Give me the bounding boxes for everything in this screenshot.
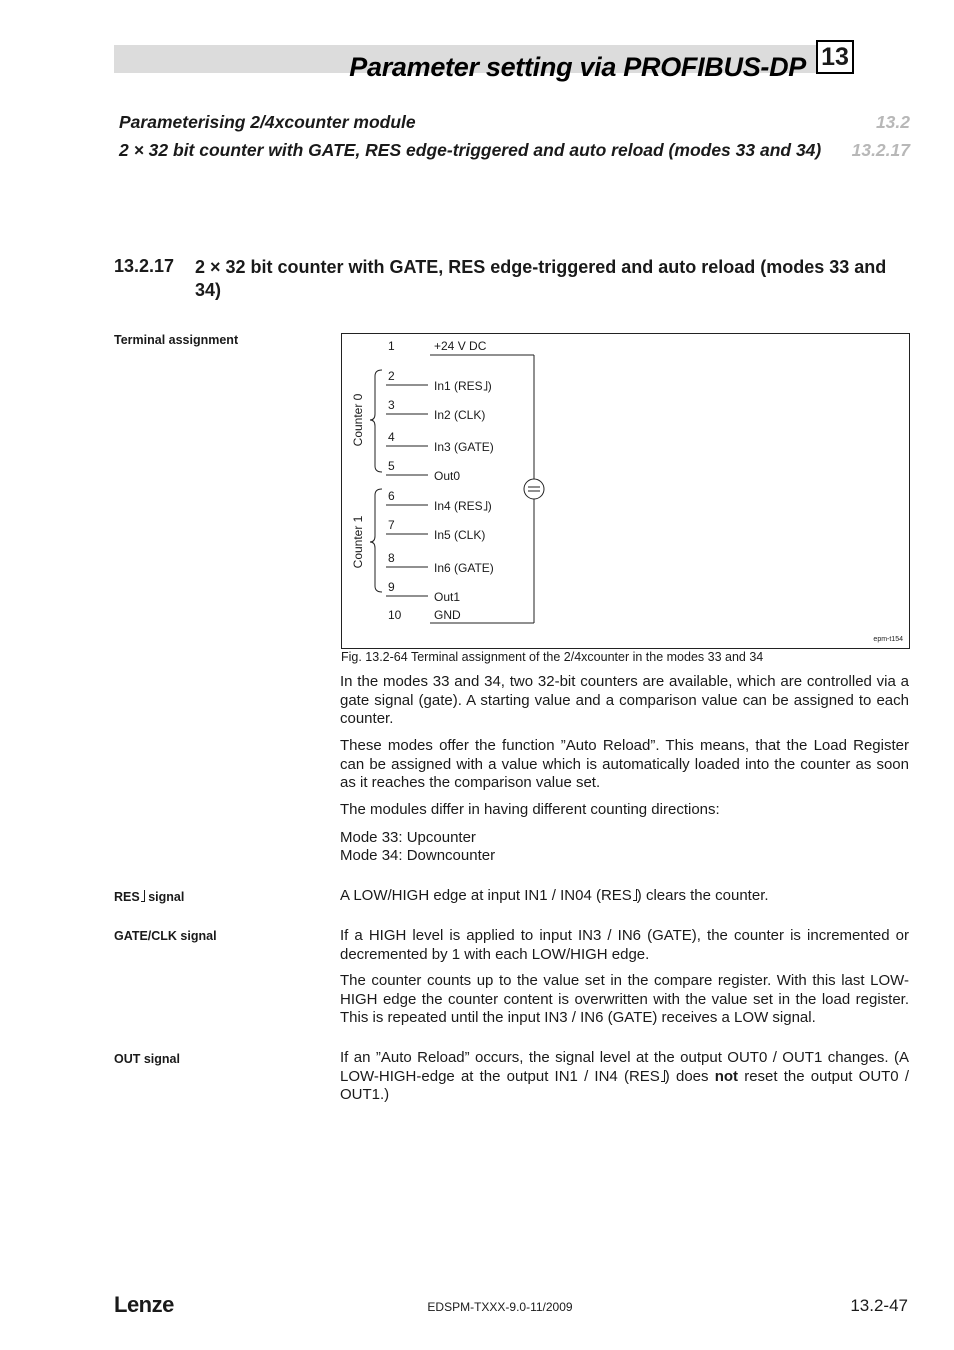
mode-33-line: Mode 33: Upcounter: [340, 829, 476, 846]
document-id: EDSPM-TXXX-9.0-11/2009: [427, 1300, 573, 1314]
page-number: 13.2-47: [850, 1296, 908, 1315]
terminal-diagram-svg: [342, 334, 909, 648]
terminal-label: In3 (GATE): [434, 440, 494, 454]
terminal-number: 7: [388, 518, 395, 532]
label-out-signal: OUT signal: [114, 1052, 180, 1066]
figure-caption: Fig. 13.2-64 Terminal assignment of the 2/4xcounter in the modes 33 and 34: [341, 650, 764, 664]
paragraph-auto-reload: These modes offer the function ”Auto Reload”. This means, that the Load Register can be assigned with a value which is automatically loaded into the counter as soon as it reaches the comparison value set.: [340, 737, 909, 791]
section-number: 13.2.17: [114, 256, 175, 276]
terminal-label: Out1: [434, 590, 461, 604]
page-title: Parameter setting via PROFIBUS-DP: [349, 52, 806, 82]
terminal-number: 2: [388, 369, 395, 383]
subtitle-section: 2 × 32 bit counter with GATE, RES edge-triggered and auto reload (modes 33 and 34): [119, 140, 822, 160]
terminal-label: +24 V DC: [434, 339, 487, 353]
terminal-label: GND: [434, 608, 461, 622]
ground-icon: [524, 479, 544, 499]
terminal-label: In1 (RES: [434, 379, 483, 393]
terminal-label: Out0: [434, 469, 461, 483]
svg-text:): ): [487, 499, 492, 513]
terminal-number: 6: [388, 489, 395, 503]
svg-text:): ): [487, 379, 492, 393]
terminal-diagram: [341, 333, 910, 649]
mode-34-line: Mode 34: Downcounter: [340, 847, 496, 864]
edge-symbol-icon: [484, 501, 487, 510]
edge-symbol-icon: [484, 381, 487, 390]
paragraph-gate-2: The counter counts up to the value set in the compare register. With this last LOW-HIGH edge the counter content is overwritten with the value set in the load register. This is repeated until the input IN3 / IN6 (GATE) receives a LOW signal.: [340, 972, 909, 1026]
chapter-number: 13: [816, 40, 854, 74]
label-res-signal: RES signal: [114, 890, 185, 904]
terminal-number: 4: [388, 430, 395, 444]
terminal-number: 5: [388, 459, 395, 473]
terminal-label: In5 (CLK): [434, 528, 486, 542]
subtitle-section-number: 13.2.17: [851, 140, 910, 160]
terminal-label: In2 (CLK): [434, 408, 486, 422]
paragraph-intro: In the modes 33 and 34, two 32-bit counters are available, which are controlled via a gate signal (gate). A starting value and a comparison value can be assigned to each counter.: [340, 673, 909, 727]
terminal-number: 1: [388, 339, 395, 353]
paragraph-directions: The modules differ in having different counting directions:: [340, 801, 720, 818]
lenze-logo: Lenze: [114, 1292, 174, 1317]
label-terminal-assignment: Terminal assignment: [114, 333, 239, 347]
counter-group-label: Counter 1: [351, 515, 365, 569]
terminal-number: 3: [388, 398, 395, 412]
terminal-number: 8: [388, 551, 395, 565]
subtitle-module: Parameterising 2/4xcounter module: [119, 112, 416, 132]
terminal-number: 9: [388, 580, 395, 594]
paragraph-gate-1: If a HIGH level is applied to input IN3 / IN6 (GATE), the counter is incremented or decremented by 1 with each LOW/HIGH edge.: [340, 927, 909, 963]
subtitle-module-number: 13.2: [875, 112, 910, 132]
counter1-brace: [370, 489, 382, 592]
edge-symbol-icon: [141, 890, 145, 902]
terminal-label: In6 (GATE): [434, 561, 494, 575]
terminal-label: In4 (RES: [434, 499, 483, 513]
paragraph-out-signal: If an ”Auto Reload” occurs, the signal level at the output OUT0 / OUT1 changes. (A LOW-HIGH-edge at the output IN1 / IN4 (RES ) does not reset the output OUT0 / OUT1.): [340, 1049, 910, 1103]
counter0-brace: [370, 370, 382, 472]
counter-group-label: Counter 0: [351, 393, 365, 447]
figure-code: epm-t154: [873, 636, 903, 643]
label-gate-clk-signal: GATE/CLK signal: [114, 929, 217, 943]
terminal-number: 10: [388, 608, 402, 622]
paragraph-res-signal: A LOW/HIGH edge at input IN1 / IN04 (RES ) clears the counter.: [340, 887, 769, 904]
section-title: 2 × 32 bit counter with GATE, RES edge-triggered and auto reload (modes 33 and 34): [195, 257, 887, 300]
